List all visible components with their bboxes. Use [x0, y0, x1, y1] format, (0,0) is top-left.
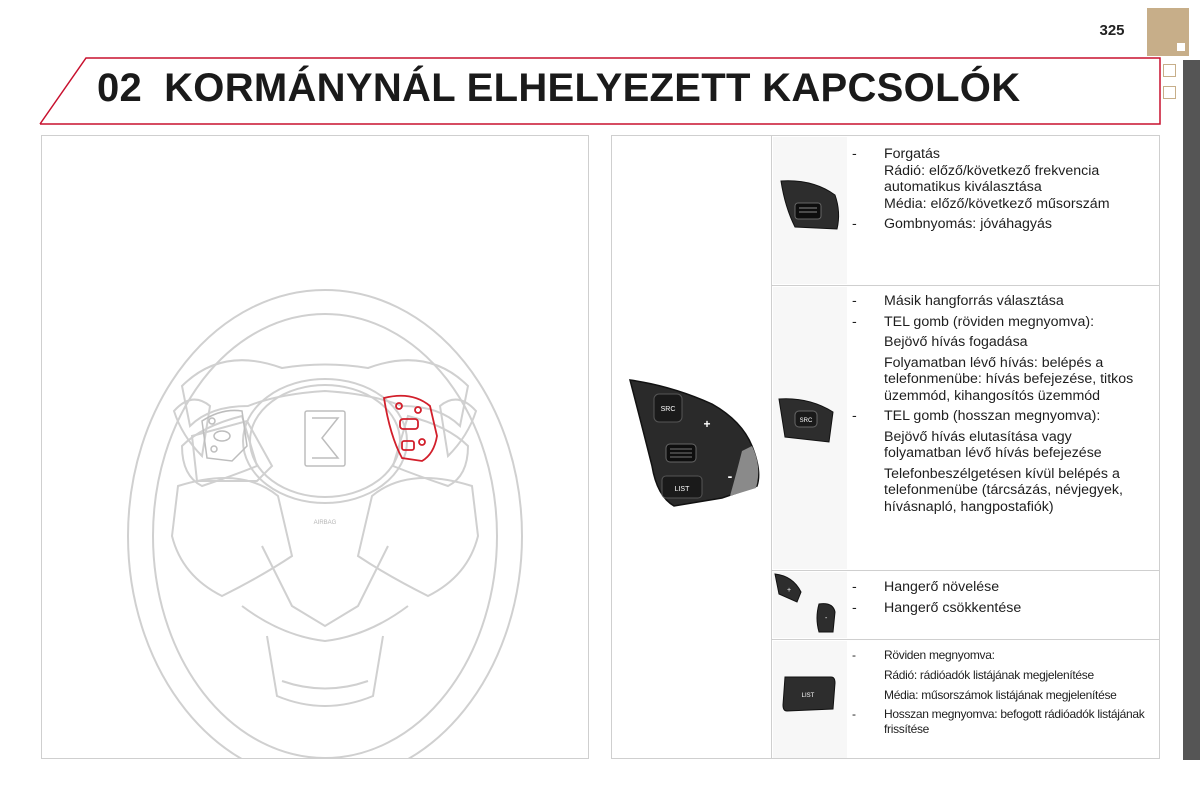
- chapter-title: KORMÁNYNÁL ELHELYEZETT KAPCSOLÓK: [164, 66, 1021, 110]
- control-cluster-illustration: [612, 136, 772, 758]
- list-button-icon: [773, 641, 847, 758]
- desc-text: Forgatás: [884, 146, 940, 162]
- desc-text: TEL gomb (hosszan megnyomva):: [884, 408, 1101, 424]
- desc-text: Bejövő hívás elutasítása vagy folyamatban lévő hívás befejezése: [884, 428, 1102, 461]
- row-3-description: [852, 579, 1152, 620]
- desc-text: Rádió: rádióadók listájának megjelenítése: [884, 668, 1094, 682]
- desc-text: Hangerő növelése: [884, 579, 1000, 595]
- desc-text: Másik hangforrás választása: [884, 293, 1064, 309]
- desc-item: [852, 408, 1152, 515]
- page-title: [97, 66, 1020, 111]
- row-divider-1: [771, 285, 1160, 286]
- dash: -: [852, 146, 857, 162]
- desc-text: Telefonbeszélgetésen kívül belépés a telefonmenübe (tárcsázás, névjegyek, hívásnapló, hangpostafiók): [884, 465, 1123, 515]
- volume-buttons-icon: [773, 572, 847, 638]
- table-column-divider: [771, 135, 772, 759]
- row-4-icon-cell: [773, 641, 847, 758]
- row-3-icon-cell: [773, 572, 847, 638]
- desc-item: [852, 579, 1152, 596]
- row-1-description: [852, 146, 1152, 237]
- row-divider-3: [771, 639, 1160, 640]
- steering-wheel-illustration: [42, 136, 588, 758]
- minus-label: -: [727, 468, 733, 484]
- row-1-icon-cell: [773, 137, 847, 284]
- desc-item: [852, 600, 1152, 617]
- chapter-number: 02: [97, 66, 143, 110]
- dash: -: [852, 648, 856, 662]
- dash: -: [852, 599, 857, 616]
- row-divider-2: [771, 570, 1160, 571]
- desc-text: Hangerő csökkentése: [884, 599, 1022, 616]
- desc-text: Folyamatban lévő hívás: belépés a telefonmenübe: hívás befejezése, titkos üzemmód, kihangosítós üzemmód: [884, 354, 1134, 404]
- volume-minus-label: -: [825, 615, 828, 622]
- desc-text: Média: előző/következő műsorszám: [884, 195, 1110, 212]
- desc-text: Bejövő hívás fogadása: [884, 334, 1028, 350]
- brand-logo: [305, 411, 345, 466]
- desc-text: TEL gomb (röviden megnyomva):: [884, 313, 1095, 330]
- list-label: LIST: [674, 486, 690, 493]
- row-4-description: [852, 648, 1152, 741]
- plus-label: +: [703, 417, 711, 431]
- desc-text: Gombnyomás: jóváhagyás: [884, 216, 1052, 232]
- src-icon-label: SRC: [799, 418, 813, 424]
- desc-item: [852, 648, 1152, 703]
- airbag-label: AIRBAG: [313, 520, 337, 526]
- desc-item: [852, 216, 1152, 233]
- chapter-side-bar: [1183, 60, 1200, 760]
- steering-wheel-panel: [41, 135, 589, 759]
- volume-plus-label: +: [787, 587, 792, 594]
- row-2-description: [852, 293, 1152, 519]
- dash: -: [852, 579, 857, 595]
- desc-item: [852, 314, 1152, 405]
- dash: -: [852, 216, 857, 232]
- desc-text: Média: műsorszámok listájának megjelenítése: [884, 688, 1117, 702]
- dash: -: [852, 313, 857, 330]
- dash: -: [852, 707, 856, 721]
- thumbwheel-button-icon: [773, 137, 847, 284]
- page-number: 325: [1099, 22, 1125, 39]
- desc-text: Röviden megnyomva:: [884, 648, 995, 662]
- src-tel-button-icon: [773, 287, 847, 569]
- desc-item: [852, 293, 1152, 310]
- row-2-icon-cell: [773, 287, 847, 569]
- desc-item: [852, 146, 1152, 212]
- desc-item: [852, 707, 1152, 737]
- desc-text: Rádió: előző/következő frekvencia automatikus kiválasztása: [884, 162, 1100, 195]
- src-label: SRC: [660, 406, 676, 413]
- dash: -: [852, 408, 857, 424]
- list-icon-label: LIST: [801, 693, 815, 699]
- dash: -: [852, 293, 857, 309]
- desc-text: Hosszan megnyomva: befogott rádióadók listájának frissítése: [884, 707, 1145, 736]
